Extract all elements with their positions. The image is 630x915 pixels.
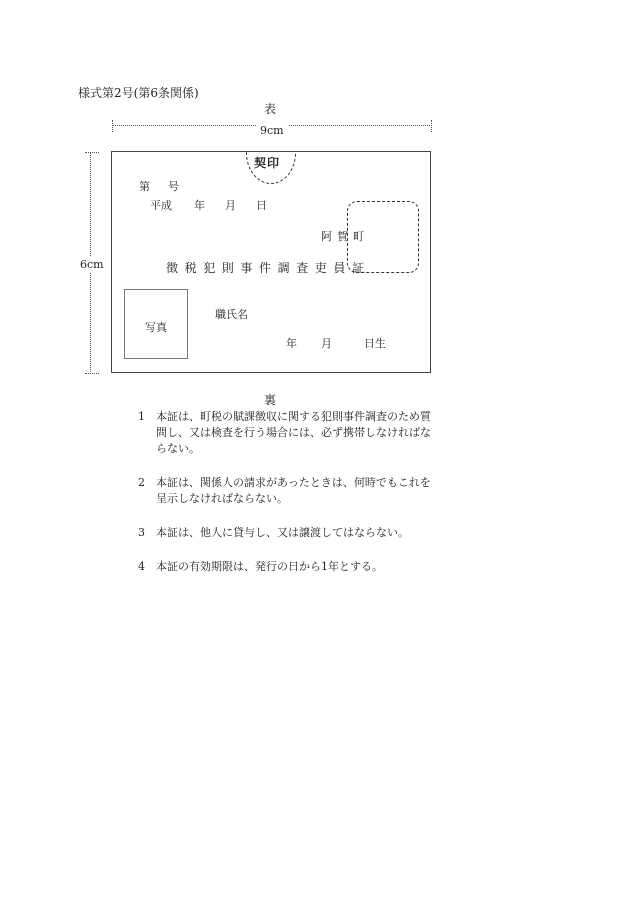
- id-card-front: [111, 151, 431, 373]
- note-text: 本証は、関係人の請求があったときは、何時でもこれを呈示しなければならない。: [156, 476, 431, 505]
- town-name: 阿賀町: [321, 230, 369, 243]
- note-number: 4: [138, 560, 145, 573]
- card-number-line: [139, 178, 179, 194]
- tally-seal-text: 契印: [254, 156, 281, 170]
- back-heading: 裏: [264, 393, 277, 407]
- card-title: 徴税犯則事件調査吏員証: [166, 261, 371, 275]
- note-item: [138, 409, 438, 457]
- note-number: 3: [138, 526, 145, 539]
- birth-year: 年: [286, 337, 297, 350]
- position-name-label: 職氏名: [215, 308, 248, 321]
- notes-list: [138, 409, 438, 593]
- front-heading: 表: [264, 102, 277, 116]
- photo-label: 写真: [145, 321, 167, 334]
- number-suffix: 号: [168, 180, 179, 193]
- note-number: 1: [138, 410, 145, 423]
- birth-month: 月: [321, 337, 332, 350]
- issue-date-line: [150, 197, 267, 213]
- form-label: 様式第2号(第6条関係): [78, 86, 199, 100]
- note-number: 2: [138, 476, 145, 489]
- note-text: 本証の有効期限は、発行の日から1年とする。: [156, 560, 383, 573]
- note-item: [138, 475, 438, 507]
- note-item: [138, 559, 438, 575]
- number-prefix: 第: [139, 180, 150, 193]
- birth-day: 日生: [364, 337, 386, 350]
- note-text: 本証は、他人に貸与し、又は譲渡してはならない。: [156, 526, 409, 539]
- height-dimension-label: 6cm: [80, 258, 104, 271]
- issue-day: 日: [256, 199, 267, 212]
- issue-year: 年: [194, 199, 205, 212]
- issue-era: 平成: [150, 199, 172, 212]
- issue-month: 月: [225, 199, 236, 212]
- birth-date-line: [286, 335, 386, 351]
- note-text: 本証は、町税の賦課徴収に関する犯則事件調査のため質問し、又は検査を行う場合には、必ず携帯しなければならない。: [156, 410, 431, 455]
- width-dimension-label: 9cm: [256, 124, 288, 137]
- note-item: [138, 525, 438, 541]
